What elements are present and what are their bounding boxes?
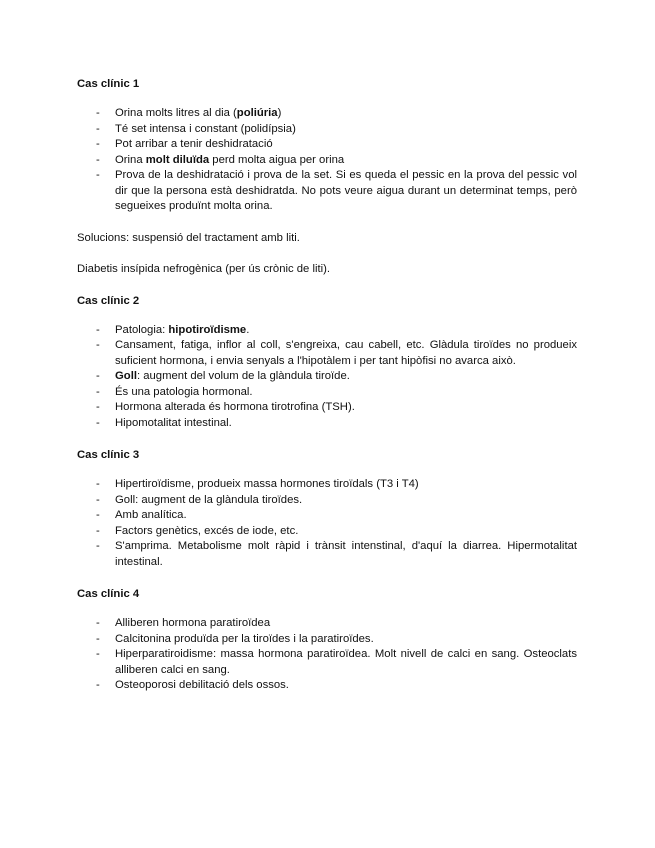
case4-list bbox=[77, 616, 577, 694]
list-item: - Patologia: hipotiroïdisme. bbox=[77, 323, 577, 339]
list-item: - Orina molt diluïda perd molta aigua per orina bbox=[77, 153, 577, 169]
list-item: - Goll: augment del volum de la glàndula tiroïde. bbox=[77, 369, 577, 385]
list-item: - Alliberen hormona paratiroïdea bbox=[77, 616, 577, 632]
case2-title: Cas clínic 2 bbox=[77, 294, 140, 307]
list-item: - Amb analítica. bbox=[77, 508, 577, 524]
case1-solutions: Solucions: suspensió del tractament amb liti. bbox=[77, 231, 300, 244]
list-item: - Hiperparatiroidisme: massa hormona paratiroïdea. Molt nivell de calci en sang. Osteoclats alliberen calci en sang. bbox=[77, 647, 577, 678]
list-item: - Osteoporosi debilitació dels ossos. bbox=[77, 678, 577, 694]
case2-list bbox=[77, 323, 577, 432]
list-item: - Hormona alterada és hormona tirotrofina (TSH). bbox=[77, 400, 577, 416]
list-item: - Orina molts litres al dia (poliúria) bbox=[77, 106, 577, 122]
list-item: - Pot arribar a tenir deshidratació bbox=[77, 137, 577, 153]
case3-list bbox=[77, 477, 577, 570]
list-item: - Cansament, fatiga, inflor al coll, s'engreixa, cau cabell, etc. Glàdula tiroïdes no produeix suficient hormona, i envia senyals a l'hipotàlem i per tant hipòfisi no avarca això. bbox=[77, 338, 577, 369]
document-page bbox=[77, 76, 577, 694]
list-item: - Hipertiroïdisme, produeix massa hormones tiroïdals (T3 i T4) bbox=[77, 477, 577, 493]
list-item: - Prova de la deshidratació i prova de la set. Si es queda el pessic en la prova del pessic vol dir que la persona està deshidratda. No pots veure aigua durant un determinat temps, però segueixes produïnt molta orina. bbox=[77, 168, 577, 215]
list-item: - És una patologia hormonal. bbox=[77, 385, 577, 401]
list-item: - Factors genètics, excés de iode, etc. bbox=[77, 524, 577, 540]
list-item: - Hipomotalitat intestinal. bbox=[77, 416, 577, 432]
list-item: - Goll: augment de la glàndula tiroïdes. bbox=[77, 493, 577, 509]
case1-diagnosis: Diabetis insípida nefrogènica (per ús crònic de liti). bbox=[77, 262, 331, 275]
case1-list bbox=[77, 106, 577, 215]
list-item: - S'amprima. Metabolisme molt ràpid i trànsit intenstinal, d'aquí la diarrea. Hipermotalitat intestinal. bbox=[77, 539, 577, 570]
case1-title: Cas clínic 1 bbox=[77, 78, 140, 90]
list-item: - Té set intensa i constant (polidípsia) bbox=[77, 122, 577, 138]
case3-title: Cas clínic 3 bbox=[77, 449, 140, 461]
list-item: - Calcitonina produïda per la tiroïdes i la paratiroïdes. bbox=[77, 632, 577, 648]
case4-title: Cas clínic 4 bbox=[77, 588, 140, 600]
